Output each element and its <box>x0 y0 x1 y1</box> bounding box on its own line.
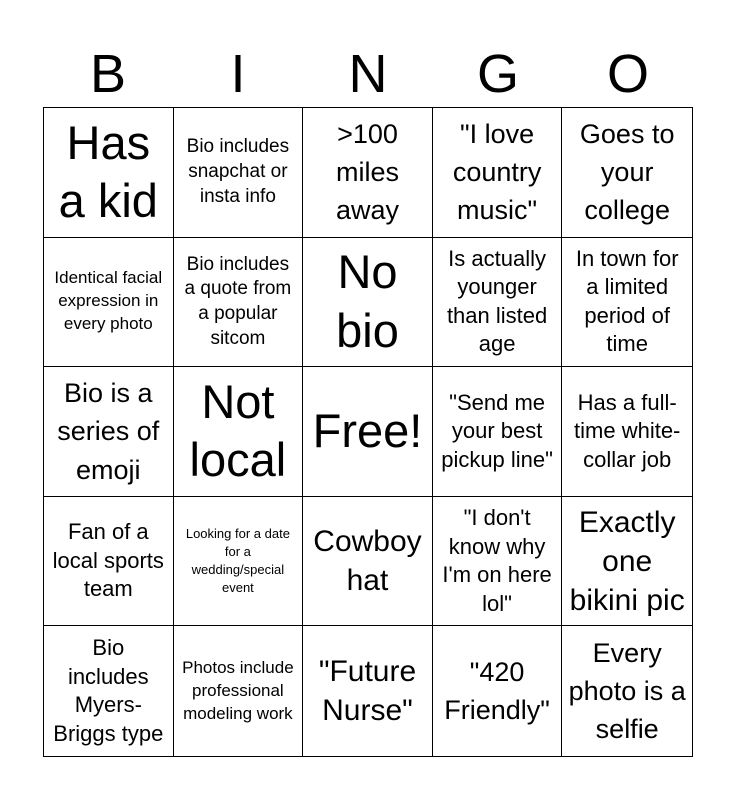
bingo-cell[interactable] <box>174 497 304 627</box>
cell-text: In town for a limited period of time <box>575 245 679 357</box>
bingo-cell[interactable] <box>433 238 563 368</box>
bingo-cell[interactable] <box>303 108 433 238</box>
bingo-cell[interactable] <box>303 238 433 368</box>
cell-text: Looking for a date for a wedding/special event <box>185 526 290 596</box>
bingo-header <box>43 40 693 108</box>
bingo-cell[interactable] <box>44 367 174 497</box>
bingo-grid <box>43 107 693 757</box>
cell-text: Is actually younger than listed age <box>446 245 548 357</box>
bingo-cell[interactable] <box>433 367 563 497</box>
cell-text: Fan of a local sports team <box>52 519 164 602</box>
cell-text: "I love country music" <box>452 118 542 226</box>
header-letter-n: N <box>348 44 388 104</box>
cell-text: Exactly one bikini pic <box>569 505 685 617</box>
free-space-text: Free! <box>312 404 423 458</box>
header-letter-o: O <box>606 44 649 104</box>
bingo-cell[interactable] <box>174 108 304 238</box>
bingo-cell[interactable] <box>562 108 692 238</box>
bingo-cell[interactable] <box>44 626 174 756</box>
cell-text: Goes to your college <box>579 118 675 226</box>
bingo-cell[interactable] <box>44 108 174 238</box>
cell-text: Identical facial expression in every photo <box>54 268 163 334</box>
bingo-cell[interactable] <box>562 497 692 627</box>
cell-text: No bio <box>336 245 399 357</box>
cell-text: Has a kid <box>58 115 158 228</box>
cell-text: Bio includes snapchat or insta info <box>186 136 290 207</box>
cell-text: "420 Friendly" <box>444 656 550 726</box>
bingo-cell[interactable] <box>174 367 304 497</box>
bingo-cell[interactable] <box>433 626 563 756</box>
cell-text: Bio includes Myers-Briggs type <box>53 635 164 746</box>
cell-text: Bio includes a quote from a popular sitcom <box>184 253 292 349</box>
cell-text: Cowboy hat <box>313 525 422 598</box>
cell-text: Photos include professional modeling work <box>182 657 294 723</box>
cell-text: "I don't know why I'm on here lol" <box>442 504 552 616</box>
cell-text: >100 miles away <box>335 118 399 226</box>
bingo-cell[interactable] <box>44 497 174 627</box>
bingo-cell[interactable] <box>562 367 692 497</box>
bingo-cell[interactable] <box>562 238 692 368</box>
bingo-cell[interactable] <box>303 497 433 627</box>
bingo-cell[interactable] <box>433 497 563 627</box>
bingo-cell[interactable] <box>562 626 692 756</box>
bingo-cell[interactable] <box>433 108 563 238</box>
bingo-cell[interactable] <box>303 626 433 756</box>
header-letter-i: I <box>230 44 246 104</box>
cell-text: "Send me your best pickup line" <box>441 389 553 472</box>
bingo-cell[interactable] <box>174 626 304 756</box>
bingo-cell free-space[interactable] <box>303 367 433 497</box>
bingo-cell[interactable] <box>44 238 174 368</box>
bingo-cell[interactable] <box>174 238 304 368</box>
cell-text: Has a full-time white-collar job <box>574 389 681 472</box>
header-letter-b: B <box>89 44 127 104</box>
header-letter-g: G <box>476 44 519 104</box>
cell-text: Every photo is a selfie <box>568 637 686 745</box>
cell-text: "Future Nurse" <box>318 655 417 728</box>
cell-text: Bio is a series of emoji <box>57 378 160 485</box>
cell-text: Not local <box>189 374 287 487</box>
